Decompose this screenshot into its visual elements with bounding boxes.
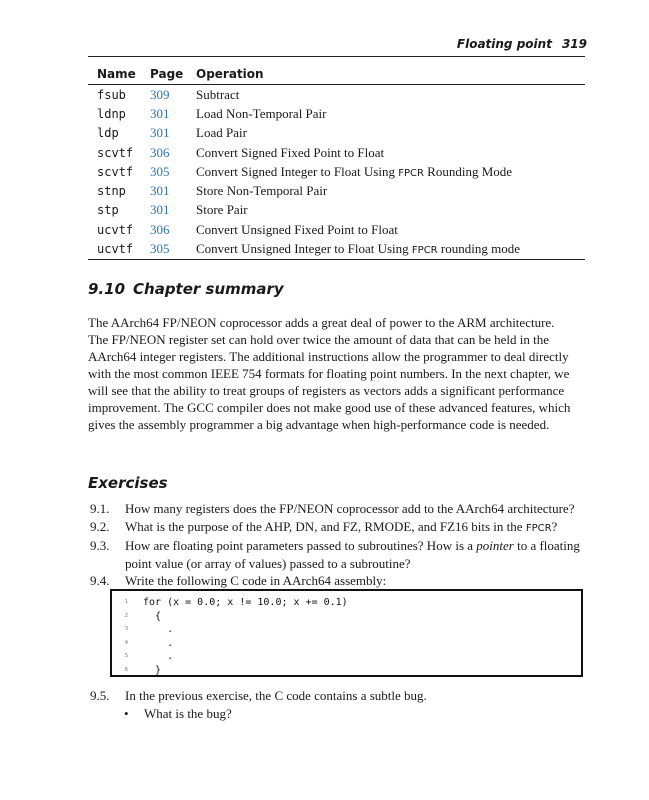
exercise-item: 9.3. How are floating point parameters passed to subroutines? How is a pointer to a floating point value (or array of values) passed to a subroutine?: [90, 538, 580, 571]
code-text: {: [143, 610, 162, 622]
exercise-number: 9.1.: [90, 501, 110, 516]
line-number: 3: [124, 626, 128, 632]
page-link[interactable]: 301: [150, 183, 170, 199]
section-heading: [88, 280, 284, 298]
table-row: [88, 201, 585, 220]
exercise-item: 9.1. How many registers does the FP/NEON coprocessor add to the AArch64 architecture?: [90, 501, 575, 516]
line-number: 1: [124, 599, 128, 605]
page-link[interactable]: 305: [150, 241, 170, 257]
exercise-number: 9.2.: [90, 518, 110, 534]
sub-bullet: • What is the bug?: [124, 706, 232, 721]
exercise-item: 9.2. What is the purpose of the AHP, DN, and FZ, RMODE, and FZ16 bits in the FPCR?: [90, 518, 558, 534]
operation-text: Store Non-Temporal Pair: [196, 183, 328, 199]
table-row: [88, 239, 585, 259]
exercises-heading: Exercises: [88, 474, 168, 492]
instruction-name: ldp: [97, 126, 119, 141]
exercise-item: 9.5. In the previous exercise, the C code contains a subtle bug.: [90, 688, 427, 703]
column-header-page: Page: [150, 64, 196, 85]
register-name: FPCR: [398, 167, 424, 179]
section-title: Chapter summary: [133, 280, 284, 298]
operation-text: Convert Unsigned Fixed Point to Float: [196, 221, 398, 237]
operation-text: Convert Signed Fixed Point to Float: [196, 144, 385, 160]
section-number: 9.10: [88, 280, 126, 298]
page-link[interactable]: 306: [150, 221, 170, 237]
exercise-number: 9.5.: [90, 688, 110, 703]
bullet-icon: •: [124, 706, 129, 721]
table-row: [88, 220, 585, 239]
instruction-name: stp: [97, 203, 119, 218]
line-number: 5: [124, 653, 128, 659]
code-text: }: [143, 664, 162, 676]
line-number: 2: [124, 612, 128, 619]
emphasis: pointer: [476, 538, 514, 553]
exercise-item: 9.4. Write the following C code in AArch64 assembly:: [90, 573, 387, 588]
exercise-number: 9.3.: [90, 538, 110, 553]
page-number: 319: [561, 37, 587, 51]
instruction-name: scvtf: [97, 164, 134, 179]
line-number: 6: [124, 666, 128, 673]
code-text: for (x = 0.0; x != 10.0; x += 0.1): [143, 597, 348, 608]
register-name: FPCR: [411, 245, 438, 257]
instruction-name: ucvtf: [97, 222, 134, 237]
operation-text: Subtract: [196, 86, 240, 102]
table-row: [88, 181, 585, 200]
operation-text: Load Pair: [196, 125, 247, 141]
instruction-name: scvtf: [97, 145, 134, 160]
operation-text: Convert Unsigned Integer to Float Using FPCR rounding mode: [196, 239, 585, 259]
table-row: [88, 124, 585, 143]
header-rule: [88, 56, 585, 57]
table-row: [88, 104, 585, 123]
instruction-name: ucvtf: [88, 239, 150, 259]
instruction-name: ldnp: [97, 106, 126, 121]
table-row: [88, 162, 585, 181]
instruction-table: [88, 64, 585, 260]
running-head-title: Floating point: [456, 37, 552, 51]
page-link[interactable]: 309: [150, 86, 170, 102]
exercise-number: 9.4.: [90, 573, 110, 588]
code-text: .: [143, 624, 174, 635]
page-link[interactable]: 305: [150, 163, 170, 179]
page-link[interactable]: 301: [150, 202, 170, 218]
code-listing: [110, 589, 583, 677]
instruction-name: stnp: [97, 184, 126, 199]
code-text: .: [143, 651, 174, 662]
operation-text: Store Pair: [196, 202, 248, 218]
page-link[interactable]: 301: [150, 125, 170, 141]
register-name: FPCR: [525, 522, 552, 534]
line-number: 4: [124, 639, 128, 646]
page-link[interactable]: 301: [150, 105, 170, 121]
table-row: [88, 85, 585, 105]
operation-text: Load Non-Temporal Pair: [196, 105, 327, 121]
operation-text: Convert Signed Integer to Float Using FPCR Rounding Mode: [196, 163, 513, 179]
instruction-name: fsub: [97, 87, 126, 102]
table-row: [88, 143, 585, 162]
page-link[interactable]: 306: [150, 144, 170, 160]
column-header-operation: Operation: [196, 64, 585, 85]
exercise-list: [88, 500, 588, 590]
table-header-row: [88, 64, 585, 85]
code-text: .: [143, 637, 174, 649]
running-head: [457, 37, 587, 51]
column-header-name: Name: [88, 64, 150, 85]
summary-paragraph: The AArch64 FP/NEON coprocessor adds a great deal of power to the ARM architecture. The FP/NEON register set can hold over twice the amount of data that can be held in the AArch64 integer registers. The additional instructions allow the programmer to deal directly with the most common IEEE 754 formats for floating point numbers. In the next chapter, we will see that the ability to treat groups of registers as vectors adds a significant performance improvement. The GCC compiler does not make good use of these advanced features, which gives the assembly programmer a big advantage when high-performance code is needed.: [88, 315, 571, 432]
exercise-list: [88, 687, 588, 705]
